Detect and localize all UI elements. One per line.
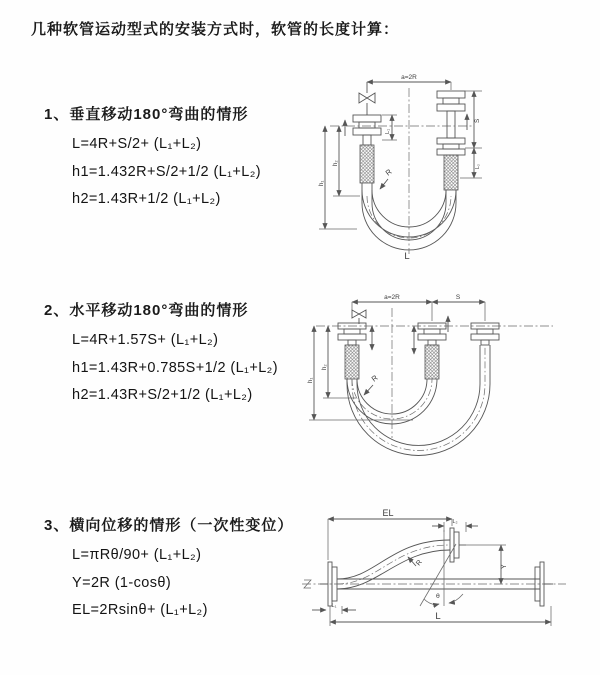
section-vertical-movement	[44, 103, 261, 214]
radius-label: R	[369, 373, 380, 384]
formula-h1: h1=1.432R+S/2+1/2 (L₁+L₂)	[72, 163, 262, 180]
dim-label-a2r: a=2R	[384, 294, 400, 301]
left-pipe-assembly	[353, 115, 381, 203]
middle-pipe-assembly	[418, 323, 446, 379]
left-pipe-assembly	[338, 323, 366, 379]
diagram-vertical-180-bend	[302, 66, 572, 263]
dim-label-s: S	[474, 118, 481, 123]
angle-construction	[420, 530, 463, 606]
formula-h1: h1=1.43R+0.785S+1/2 (L₁+L₂)	[72, 359, 278, 376]
section-horizontal-movement	[44, 299, 278, 410]
diagram-lateral-displacement	[298, 506, 593, 656]
dim-label-y: Y	[501, 564, 508, 569]
valve-icon	[352, 310, 366, 324]
section-1-heading: 1、垂直移动180°弯曲的情形	[44, 106, 249, 123]
right-pipe-assembly	[437, 91, 465, 203]
dim-label-h1: h₁	[319, 180, 325, 186]
formula-h2: h2=1.43R+1/2 (L₁+L₂)	[72, 191, 221, 207]
dim-label-a2r: a=2R	[401, 74, 417, 81]
radius-label: R	[383, 167, 394, 178]
formula-el: EL=2Rsinθ+ (L₁+L₂)	[72, 602, 208, 618]
formula-length: L=4R+1.57S+ (L₁+L₂)	[72, 332, 219, 348]
valve-icon	[359, 82, 375, 115]
dim-label-l2: L₂	[475, 164, 481, 169]
section-2-heading: 2、水平移动180°弯曲的情形	[44, 302, 249, 319]
dim-label-el: EL	[382, 508, 394, 518]
dim-label-l1: L₁	[385, 128, 391, 134]
length-label: L	[404, 251, 410, 262]
hose-u-bend	[347, 345, 490, 456]
radius-label: R	[415, 558, 424, 568]
dim-label-l2: L₂	[452, 519, 458, 525]
formula-h2: h2=1.43R+S/2+1/2 (L₁+L₂)	[72, 387, 253, 403]
dim-label-l1: L₁	[331, 603, 337, 609]
section-3-heading: 3、横向位移的情形（一次性变位）	[44, 517, 294, 534]
diagram-horizontal-180-bend	[298, 288, 593, 463]
page-title: 几种软管运动型式的安装方式时，软管的长度计算：	[31, 21, 400, 38]
dim-label-h2: h₂	[333, 160, 339, 166]
section-lateral-displacement	[44, 514, 293, 625]
dim-label-h2: h₂	[322, 364, 328, 370]
dim-label-h1: h₁	[308, 377, 314, 383]
formula-length: L=πRθ/90+ (L₁+L₂)	[72, 547, 202, 563]
angle-label-theta: θ	[436, 593, 440, 600]
dim-label-s: S	[455, 294, 461, 301]
dim-label-l: L	[435, 611, 441, 622]
movement-arrow-up	[345, 114, 467, 136]
formula-length: L=4R+S/2+ (L₁+L₂)	[72, 136, 202, 152]
formula-y: Y=2R (1-cosθ)	[72, 574, 172, 591]
hose-s-curve-displaced	[337, 528, 466, 589]
